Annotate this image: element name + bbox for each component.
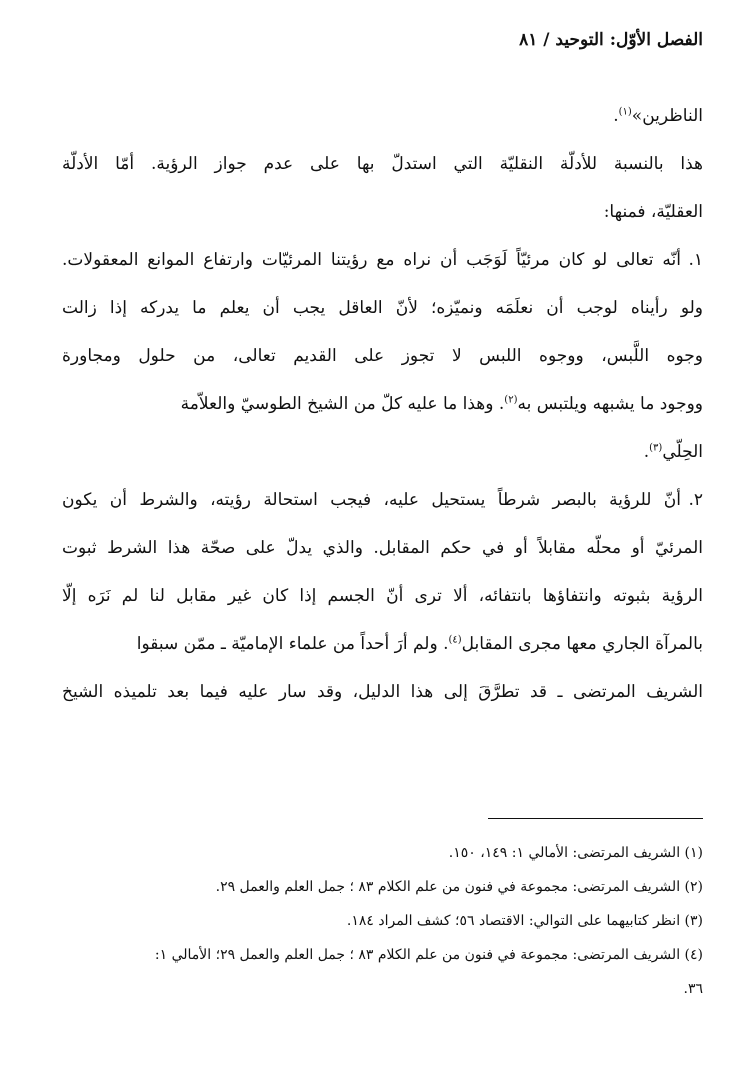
- list-item-1-line-5: [62, 428, 703, 476]
- text-segment: الحِلّي: [662, 442, 703, 462]
- footnote-ref-3: (٣): [649, 442, 663, 454]
- list-item-2-line-2: المرئيّ أو محلّه مقابلاً أو في حكم المقابل. والذي يدلّ على صحّة هذا الشرط ثبوت: [62, 538, 703, 558]
- text-segment: ووجود ما يشبهه ويلتبس به: [517, 394, 703, 414]
- main-text: [62, 92, 703, 716]
- text-line-3: العقليّة، فمنها:: [603, 202, 703, 222]
- list-number-2: ٢.: [688, 490, 703, 510]
- text-segment: بالمرآة الجاري معها مجرى المقابل: [461, 634, 703, 654]
- list-item-1-line-2: ولو رأيناه لوجب أن نعلَمَه ونميّزه؛ لأنّ العاقل يجب أن يعلم ما يدركه إذا زالت: [62, 298, 703, 318]
- footnote-4: (٤) الشريف المرتضى: مجموعة في فنون من علم الكلام ٨٣ ؛ جمل العلم والعمل ٢٩؛ الأمالي ١:: [154, 947, 703, 963]
- footnote-ref-2: (٢): [504, 394, 518, 406]
- list-number-1: ١.: [688, 250, 703, 270]
- text-segment: أنّ للرؤية بالبصر شرطاً يستحيل عليه، فيجب استحالة رؤيته، والشرط أن يكون: [62, 490, 681, 510]
- list-item-2-line-4: [62, 620, 703, 668]
- text-line-2: هذا بالنسبة للأدلّة النقليّة التي استدلّ بها على عدم جواز الرؤية. أمّا الأدلّة: [62, 154, 703, 174]
- text-segment: .: [643, 442, 650, 462]
- footnotes: [62, 836, 703, 1006]
- list-item-1-line-3: وجوه اللَّبس، ووجوه اللبس لا تجوز على القديم تعالى، من حلول ومجاورة: [62, 346, 703, 366]
- text-segment: .: [613, 106, 619, 126]
- footnote-divider: [488, 818, 703, 819]
- footnote-3: (٣) انظر كتابيهما على التوالي: الاقتصاد ٥٦؛ كشف المراد ١٨٤.: [346, 913, 703, 929]
- text-segment: الناظرين»: [631, 106, 703, 126]
- list-item-1-line-4: [62, 380, 703, 428]
- footnote-ref-1: (١): [618, 106, 632, 118]
- footnote-1: (١) الشريف المرتضى: الأمالي ١: ١٤٩، ١٥٠.: [448, 845, 703, 861]
- running-header: الفصل الأوّل: التوحيد / ٨١: [519, 30, 703, 50]
- text-segment: . ولم أرَ أحداً من علماء الإماميّة ـ ممّن سبقوا: [136, 634, 449, 654]
- text-segment: . وهذا ما عليه كلّ من الشيخ الطوسيّ والعلاّمة: [180, 394, 505, 414]
- footnote-2: (٢) الشريف المرتضى: مجموعة في فنون من علم الكلام ٨٣ ؛ جمل العلم والعمل ٢٩.: [215, 879, 703, 895]
- list-item-2-line-3: الرؤية بثبوته وانتفاؤها بانتفائه، ألا ترى أنّ الجسم إذا كان غير مقابل لنا لم نَرَه إلّا: [62, 586, 703, 606]
- text-segment: أنّه تعالى لو كان مرئيّاً لَوَجَب أن نراه مع رؤيتنا المرئيّات وارتفاع الموانع المعقولات.: [62, 250, 681, 270]
- footnote-4-continued: ٣٦.: [683, 981, 703, 997]
- list-item-2-line-5: الشريف المرتضى ـ قد تطرَّقَ إلى هذا الدليل، وقد سار عليه فيما بعد تلميذه الشيخ: [62, 682, 703, 702]
- list-item-2-line-1: [62, 476, 703, 524]
- footnote-ref-4: (٤): [448, 634, 462, 646]
- list-item-1-line-1: [62, 236, 703, 284]
- text-line-1: [62, 92, 703, 140]
